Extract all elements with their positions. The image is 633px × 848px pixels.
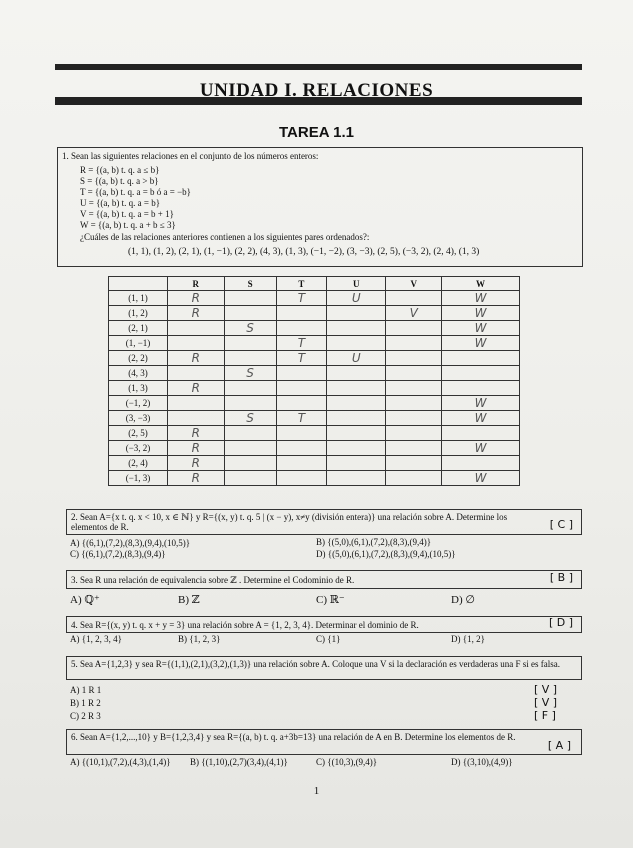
relation-mark-cell: S	[224, 411, 276, 426]
relation-mark-cell	[276, 426, 326, 441]
q6-answer: [ A ]	[547, 739, 571, 752]
relation-mark-cell	[224, 291, 276, 306]
relation-mark-cell: T	[276, 351, 326, 366]
question-5-box	[66, 656, 582, 680]
pair-cell: (1, −1)	[109, 336, 168, 351]
relation-mark-cell: R	[168, 441, 225, 456]
relation-mark-cell	[442, 456, 520, 471]
q2-answer: [ C ]	[549, 518, 573, 531]
q2-option-c: C) {(6,1),(7,2),(8,3),(9,4)}	[70, 549, 166, 559]
q5-item-b: B) 1 R 2	[70, 698, 101, 708]
q1-line-4: U = {(a, b) t. q. a = b}	[80, 198, 161, 208]
relation-mark-cell: T	[276, 336, 326, 351]
relation-mark-cell: W	[442, 336, 520, 351]
pair-cell: (2, 2)	[109, 351, 168, 366]
table-row	[109, 441, 520, 456]
q5-answer-c: [ F ]	[534, 709, 556, 722]
table-row	[109, 426, 520, 441]
pair-cell: (−3, 2)	[109, 441, 168, 456]
table-row	[109, 396, 520, 411]
relation-mark-cell: S	[224, 321, 276, 336]
pair-cell: (1, 2)	[109, 306, 168, 321]
relation-mark-cell: W	[442, 306, 520, 321]
table-header-row	[109, 277, 520, 291]
question-6-box	[66, 729, 582, 755]
q5-item-c: C) 2 R 3	[70, 711, 101, 721]
q3-option-b: B) ℤ	[178, 594, 200, 606]
table-row	[109, 336, 520, 351]
q6-option-b: B) {(1,10),(2,7)(3,4),(4,1)}	[190, 757, 288, 767]
q5-item-a: A) 1 R 1	[70, 685, 102, 695]
pair-cell: (2, 5)	[109, 426, 168, 441]
relation-mark-cell	[224, 306, 276, 321]
relation-mark-cell	[327, 411, 386, 426]
page-number: 1	[313, 785, 320, 797]
table-row	[109, 366, 520, 381]
relation-mark-cell: R	[168, 306, 225, 321]
relation-mark-cell: W	[442, 411, 520, 426]
q1-line-6: W = {(a, b) t. q. a + b ≤ 3}	[80, 220, 176, 230]
relation-mark-cell	[442, 426, 520, 441]
relation-mark-cell: U	[327, 291, 386, 306]
relation-mark-cell	[276, 456, 326, 471]
header-band-top	[55, 64, 582, 70]
pair-cell: (1, 3)	[109, 381, 168, 396]
q1-line-0: 1. Sean las siguientes relaciones en el conjunto de los números enteros:	[62, 151, 319, 161]
q3-answer: [ B ]	[549, 571, 573, 584]
q5-answer-a: [ V ]	[534, 683, 558, 696]
relation-mark-cell	[327, 426, 386, 441]
relation-mark-cell	[386, 441, 442, 456]
q3-option-c: C) ℝ⁻	[316, 594, 345, 606]
relation-mark-cell	[327, 321, 386, 336]
q2-option-d: D) {(5,0),(6,1),(7,2),(8,3),(9,4),(10,5)}	[316, 549, 456, 559]
relation-mark-cell	[168, 336, 225, 351]
table-header-cell	[109, 277, 168, 291]
relation-mark-cell	[386, 396, 442, 411]
q5-answer-b: [ V ]	[534, 696, 558, 709]
relation-mark-cell	[442, 351, 520, 366]
relation-mark-cell	[327, 471, 386, 486]
relation-mark-cell: T	[276, 411, 326, 426]
relation-mark-cell	[386, 426, 442, 441]
q6-text: 6. Sean A={1,2,...,10} y B={1,2,3,4} y sea R={(a, b) t. q. a+3b=13} una relación de A en B. Determine los elementos de R.	[71, 732, 516, 742]
pair-cell: (−1, 3)	[109, 471, 168, 486]
table-row	[109, 411, 520, 426]
relation-mark-cell	[327, 336, 386, 351]
relations-table	[108, 276, 520, 486]
relation-mark-cell: W	[442, 396, 520, 411]
relation-mark-cell	[168, 396, 225, 411]
relation-mark-cell	[386, 411, 442, 426]
relation-mark-cell: W	[442, 441, 520, 456]
table-header-cell: V	[386, 277, 442, 291]
relation-mark-cell	[386, 321, 442, 336]
relation-mark-cell: R	[168, 291, 225, 306]
relation-mark-cell	[386, 291, 442, 306]
table-row	[109, 291, 520, 306]
pair-cell: (3, −3)	[109, 411, 168, 426]
relation-mark-cell: S	[224, 366, 276, 381]
relation-mark-cell	[327, 306, 386, 321]
relation-mark-cell	[224, 456, 276, 471]
relation-mark-cell	[327, 456, 386, 471]
table-header-cell: U	[327, 277, 386, 291]
q2-option-a: A) {(6,1),(7,2),(8,3),(9,4),(10,5)}	[70, 538, 191, 548]
relation-mark-cell	[276, 471, 326, 486]
relation-mark-cell	[327, 396, 386, 411]
q5-text: 5. Sea A={1,2,3} y sea R={(1,1),(2,1),(3,2),(1,3)} una relación sobre A. Coloque una V si la declaración es verdaderas una F si es falsa.	[71, 659, 560, 669]
question-4-box	[66, 616, 582, 633]
relation-mark-cell: W	[442, 291, 520, 306]
q6-option-d: D) {(3,10),(4,9)}	[451, 757, 513, 767]
table-header-cell: R	[168, 277, 225, 291]
q1-line-2: S = {(a, b) t. q. a > b}	[80, 176, 159, 186]
table-row	[109, 306, 520, 321]
table-header-cell: W	[442, 277, 520, 291]
q4-text: 4. Sea R={(x, y) t. q. x + y = 3} una relación sobre A = {1, 2, 3, 4}. Determinar el dominio de R.	[71, 620, 419, 630]
relation-mark-cell: W	[442, 471, 520, 486]
relation-mark-cell	[386, 471, 442, 486]
relation-mark-cell	[442, 366, 520, 381]
relation-mark-cell	[386, 351, 442, 366]
q1-line-5: V = {(a, b) t. q. a = b + 1}	[80, 209, 174, 219]
unit-title: UNIDAD I. RELACIONES	[199, 80, 434, 101]
table-header-cell: S	[224, 277, 276, 291]
q2-text: 2. Sean A={x t. q. x < 10, x ∈ ℕ} y R={(x, y) t. q. 5 | (x − y), x≠y (división entera)} una relación sobre A. Determine los elementos de R.	[71, 512, 508, 532]
pair-cell: (−1, 2)	[109, 396, 168, 411]
table-row	[109, 351, 520, 366]
q6-option-a: A) {(10,1),(7,2),(4,3),(1,4)}	[70, 757, 171, 767]
relation-mark-cell	[276, 366, 326, 381]
relation-mark-cell	[224, 471, 276, 486]
question-3-box	[66, 570, 582, 589]
relation-mark-cell	[224, 336, 276, 351]
relation-mark-cell	[276, 381, 326, 396]
q3-text: 3. Sea R una relación de equivalencia sobre ℤ . Determine el Codominio de R.	[71, 575, 355, 585]
relation-mark-cell: U	[327, 351, 386, 366]
task-title: TAREA 1.1	[278, 124, 354, 141]
pair-cell: (1, 1)	[109, 291, 168, 306]
table-row	[109, 471, 520, 486]
relation-mark-cell	[168, 366, 225, 381]
relation-mark-cell	[327, 381, 386, 396]
relation-mark-cell	[327, 366, 386, 381]
relation-mark-cell	[224, 441, 276, 456]
question-2-box	[66, 509, 582, 535]
pair-cell: (2, 4)	[109, 456, 168, 471]
q6-option-c: C) {(10,3),(9,4)}	[316, 757, 378, 767]
relation-mark-cell	[386, 456, 442, 471]
relation-mark-cell: R	[168, 456, 225, 471]
relation-mark-cell: R	[168, 426, 225, 441]
q4-option-b: B) {1, 2, 3}	[178, 634, 221, 644]
relation-mark-cell	[224, 381, 276, 396]
question-1-box	[57, 147, 583, 267]
q4-option-a: A) {1, 2, 3, 4}	[70, 634, 122, 644]
q1-line-3: T = {(a, b) t. q. a = b ó a = −b}	[80, 187, 192, 197]
q3-option-d: D) ∅	[451, 594, 475, 606]
relation-mark-cell	[168, 411, 225, 426]
q2-option-b: B) {(5,0),(6,1),(7,2),(8,3),(9,4)}	[316, 537, 432, 547]
q1-line-1: R = {(a, b) t. q. a ≤ b}	[80, 165, 160, 175]
relation-mark-cell	[386, 366, 442, 381]
q1-line-8: (1, 1), (1, 2), (2, 1), (1, −1), (2, 2), (4, 3), (1, 3), (−1, −2), (3, −3), (2, 5), (−3, 2), (2, 4), (1, 3)	[128, 247, 480, 257]
q1-line-7: ¿Cuáles de las relaciones anteriores contienen a los siguientes pares ordenados?:	[80, 232, 370, 242]
relation-mark-cell: W	[442, 321, 520, 336]
relation-mark-cell	[276, 441, 326, 456]
relation-mark-cell	[386, 336, 442, 351]
relation-mark-cell	[327, 441, 386, 456]
table-row	[109, 381, 520, 396]
q4-option-d: D) {1, 2}	[451, 634, 485, 644]
relation-mark-cell	[276, 306, 326, 321]
relation-mark-cell	[276, 396, 326, 411]
relation-mark-cell	[224, 426, 276, 441]
relation-mark-cell: R	[168, 381, 225, 396]
pair-cell: (4, 3)	[109, 366, 168, 381]
q4-answer: [ D ]	[548, 616, 573, 629]
relation-mark-cell: V	[386, 306, 442, 321]
table-header-cell: T	[276, 277, 326, 291]
relation-mark-cell	[276, 321, 326, 336]
table-row	[109, 321, 520, 336]
relation-mark-cell: R	[168, 351, 225, 366]
q4-option-c: C) {1}	[316, 634, 341, 644]
q3-option-a: A) ℚ⁺	[70, 594, 100, 606]
relation-mark-cell	[442, 381, 520, 396]
relation-mark-cell: R	[168, 471, 225, 486]
table-row	[109, 456, 520, 471]
pair-cell: (2, 1)	[109, 321, 168, 336]
relation-mark-cell	[224, 351, 276, 366]
relation-mark-cell	[168, 321, 225, 336]
relation-mark-cell	[224, 396, 276, 411]
relation-mark-cell	[386, 381, 442, 396]
relation-mark-cell: T	[276, 291, 326, 306]
